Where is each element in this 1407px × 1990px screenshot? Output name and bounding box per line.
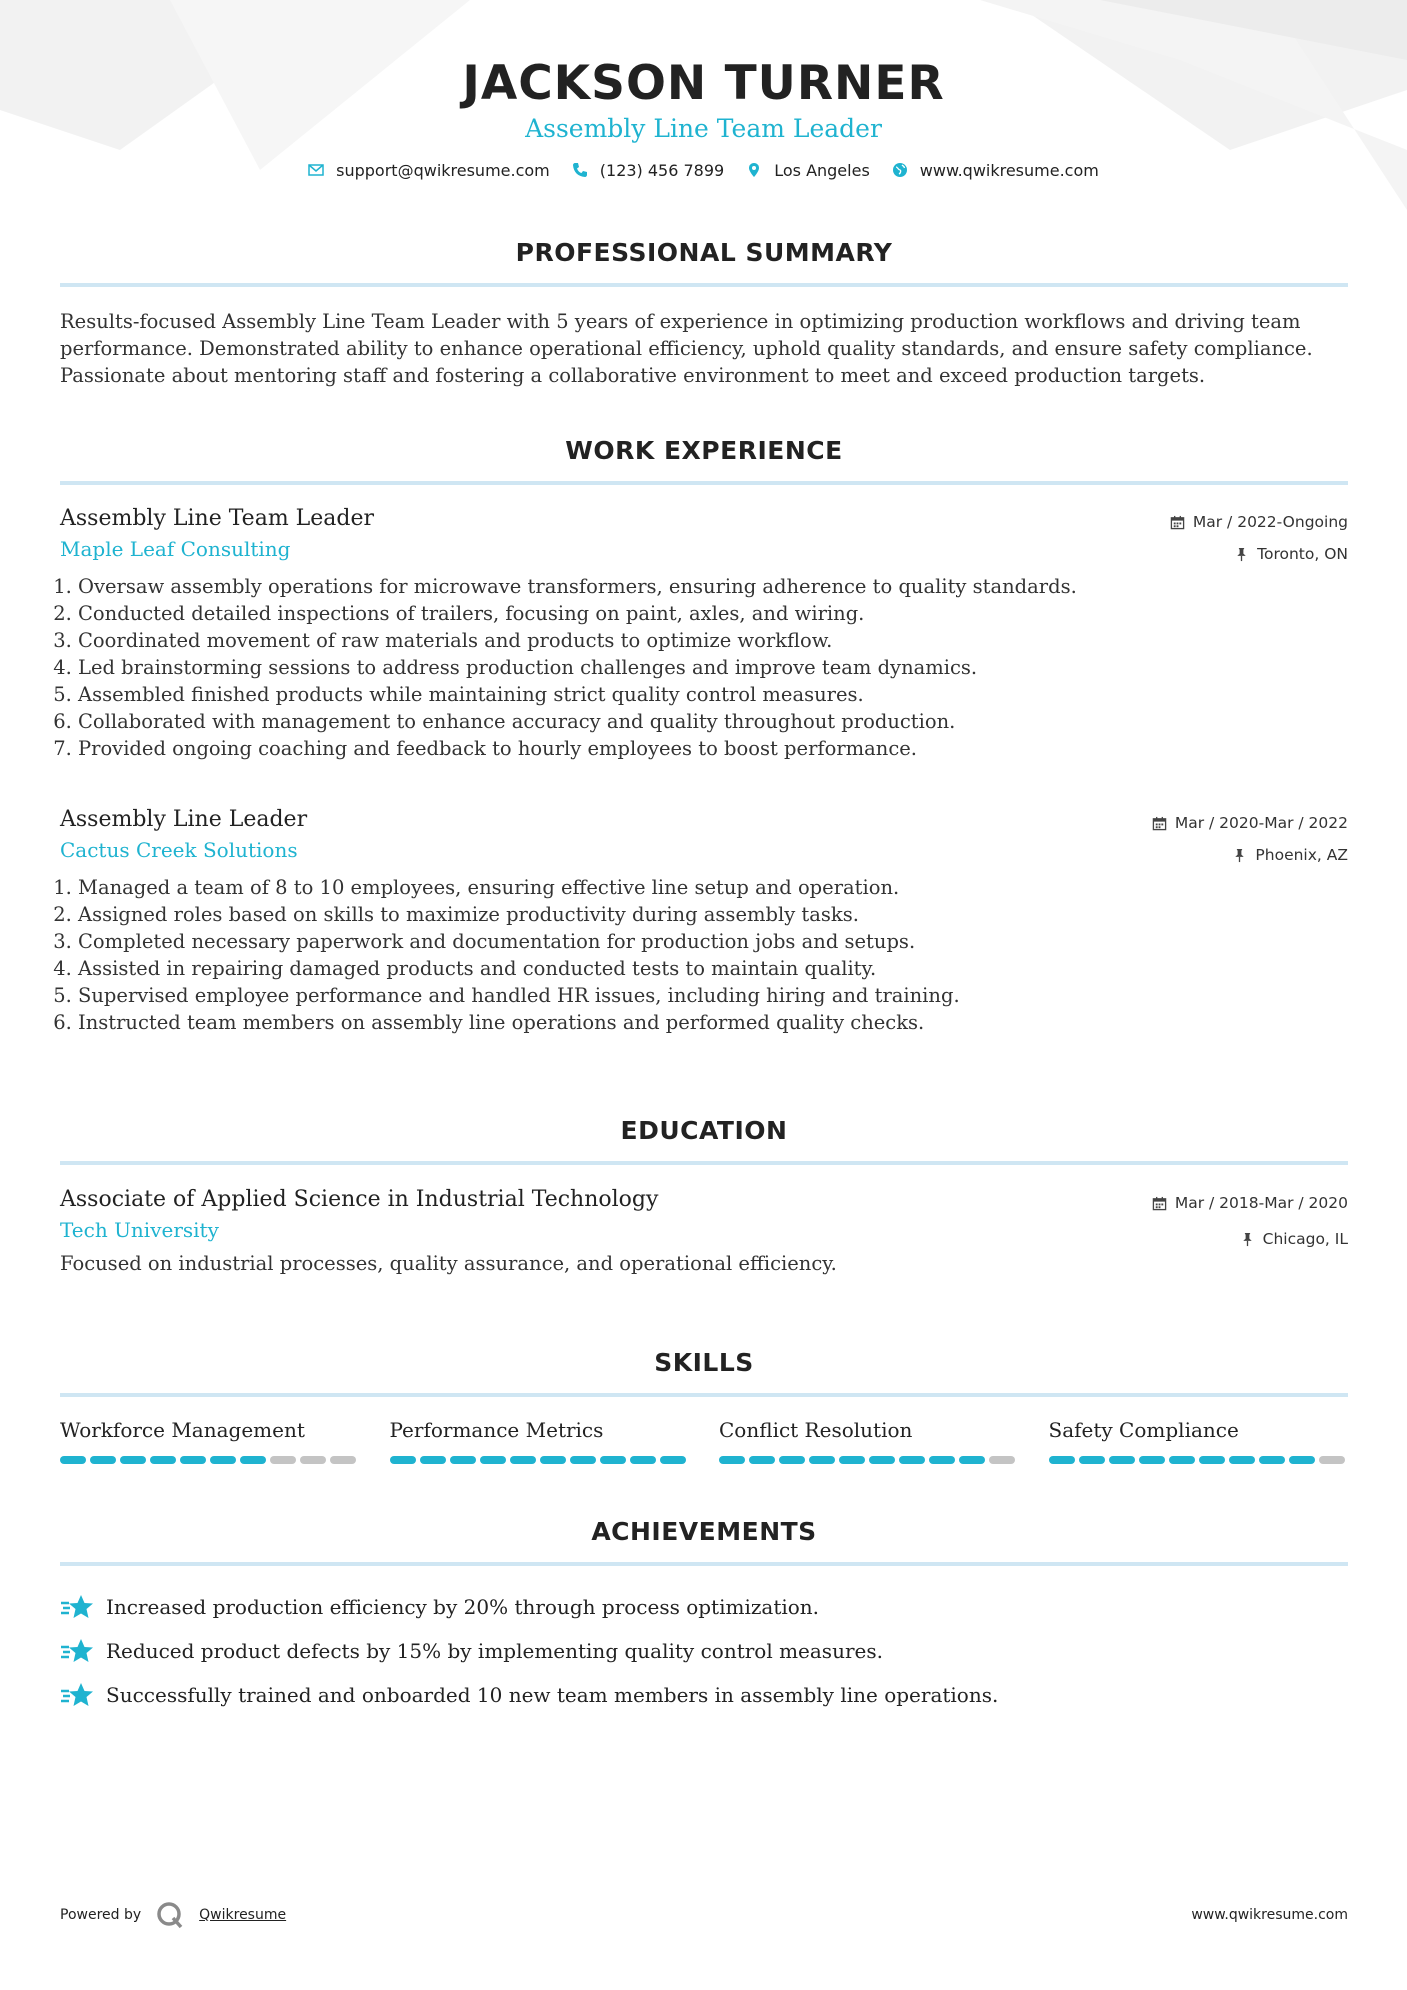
job-company: Maple Leaf Consulting <box>60 537 291 561</box>
duty-item: 5. Supervised employee performance and handled HR issues, including hiring and training. <box>78 982 1348 1009</box>
skill-segment-filled <box>1229 1456 1255 1464</box>
education-meta <box>1152 1187 1348 1259</box>
duty-item: 1. Oversaw assembly operations for microwave transformers, ensuring adherence to quality standards. <box>78 573 1348 600</box>
page-footer <box>60 1900 1348 1930</box>
education-location: Chicago, IL <box>1262 1230 1348 1248</box>
powered-by-label: Powered by <box>60 1907 142 1923</box>
school-name: Tech University <box>60 1218 219 1242</box>
map-pin-icon <box>746 162 762 178</box>
contact-website[interactable] <box>892 161 1099 180</box>
skill-segment-filled <box>510 1456 536 1464</box>
powered-by <box>60 1900 286 1930</box>
skill-segment-filled <box>480 1456 506 1464</box>
education-date: Mar / 2018-Mar / 2020 <box>1174 1194 1348 1212</box>
duty-item: 2. Conducted detailed inspections of trailers, focusing on paint, axles, and wiring. <box>78 600 1348 627</box>
duty-item: 2. Assigned roles based on skills to maximize productivity during assembly tasks. <box>78 901 1348 928</box>
skill-segment-filled <box>1079 1456 1105 1464</box>
globe-icon <box>892 162 908 178</box>
education-location-row <box>1152 1219 1348 1259</box>
shooting-star-icon <box>60 1680 94 1710</box>
contact-location <box>746 161 870 180</box>
pushpin-icon <box>1240 1232 1255 1247</box>
skill-segment-filled <box>60 1456 86 1464</box>
email-text: support@qwikresume.com <box>336 160 550 180</box>
skill-segment-filled <box>1199 1456 1225 1464</box>
duty-item: 5. Assembled finished products while maintaining strict quality control measures. <box>78 681 1348 708</box>
skill-name: Workforce Management <box>60 1418 305 1442</box>
skill-segment-filled <box>450 1456 476 1464</box>
skill-name: Safety Compliance <box>1048 1418 1239 1442</box>
duty-item: 6. Instructed team members on assembly line operations and performed quality checks. <box>78 1009 1348 1036</box>
skill-segment-empty <box>989 1456 1015 1464</box>
job-location: Phoenix, AZ <box>1255 846 1348 864</box>
skill-segment-empty <box>270 1456 296 1464</box>
job-location-row <box>1170 538 1348 570</box>
education-date-row <box>1152 1187 1348 1219</box>
education-divider <box>60 1161 1348 1165</box>
skill-item <box>390 1418 690 1464</box>
skill-segment-filled <box>570 1456 596 1464</box>
duty-item: 3. Completed necessary paperwork and documentation for production jobs and setups. <box>78 928 1348 955</box>
duty-item: 4. Led brainstorming sessions to address production challenges and improve team dynamics. <box>78 654 1348 681</box>
skill-segment-filled <box>660 1456 686 1464</box>
summary-divider <box>60 283 1348 287</box>
pushpin-icon <box>1232 848 1247 863</box>
skill-segment-filled <box>90 1456 116 1464</box>
achievement-text: Increased production efficiency by 20% through process optimization. <box>106 1595 820 1619</box>
skill-segment-filled <box>540 1456 566 1464</box>
education-description: Focused on industrial processes, quality assurance, and operational efficiency. <box>60 1252 837 1275</box>
skill-item <box>719 1418 1019 1464</box>
skill-level-bar <box>719 1456 1019 1464</box>
skill-segment-filled <box>1259 1456 1285 1464</box>
skill-segment-filled <box>180 1456 206 1464</box>
pushpin-icon <box>1234 547 1249 562</box>
job-location: Toronto, ON <box>1257 545 1348 563</box>
skill-segment-filled <box>749 1456 775 1464</box>
calendar-icon <box>1170 515 1185 530</box>
shooting-star-icon <box>60 1592 94 1622</box>
job-entry <box>60 506 1348 762</box>
skill-segment-empty <box>330 1456 356 1464</box>
skill-segment-filled <box>390 1456 416 1464</box>
candidate-role: Assembly Line Team Leader <box>525 113 882 143</box>
skill-item <box>1049 1418 1349 1464</box>
shooting-star-icon <box>60 1636 94 1666</box>
duty-item: 6. Collaborated with management to enhance accuracy and quality throughout production. <box>78 708 1348 735</box>
degree-title: Associate of Applied Science in Industrial Technology <box>60 1187 659 1212</box>
skill-segment-filled <box>150 1456 176 1464</box>
skill-segment-filled <box>1049 1456 1075 1464</box>
achievements-list <box>60 1585 1348 1717</box>
skill-segment-filled <box>120 1456 146 1464</box>
skill-segment-empty <box>300 1456 326 1464</box>
calendar-icon <box>1152 816 1167 831</box>
skill-segment-filled <box>1139 1456 1165 1464</box>
footer-website[interactable]: www.qwikresume.com <box>1191 1907 1348 1923</box>
achievement-text: Reduced product defects by 15% by implementing quality control measures. <box>106 1639 883 1663</box>
achievements-divider <box>60 1562 1348 1566</box>
contact-bar <box>0 161 1407 180</box>
skill-segment-empty <box>1319 1456 1345 1464</box>
duty-item: 7. Provided ongoing coaching and feedback to hourly employees to boost performance. <box>78 735 1348 762</box>
achievements-section-title: ACHIEVEMENTS <box>591 1517 817 1546</box>
skills-section-title: SKILLS <box>654 1348 754 1377</box>
duty-item: 1. Managed a team of 8 to 10 employees, ensuring effective line setup and operation. <box>78 874 1348 901</box>
job-date: Mar / 2020-Mar / 2022 <box>1174 814 1348 832</box>
job-date: Mar / 2022-Ongoing <box>1192 513 1348 531</box>
job-company: Cactus Creek Solutions <box>60 838 298 862</box>
skill-segment-filled <box>959 1456 985 1464</box>
job-duties <box>60 874 1348 1036</box>
skill-level-bar <box>60 1456 360 1464</box>
skill-segment-filled <box>839 1456 865 1464</box>
skills-divider <box>60 1393 1348 1397</box>
job-date-row <box>1170 506 1348 538</box>
skill-segment-filled <box>899 1456 925 1464</box>
job-duties <box>60 573 1348 762</box>
skill-segment-filled <box>1289 1456 1315 1464</box>
education-section-title: EDUCATION <box>620 1116 788 1145</box>
skill-segment-filled <box>779 1456 805 1464</box>
location-text: Los Angeles <box>774 160 870 180</box>
skill-segment-filled <box>929 1456 955 1464</box>
skill-level-bar <box>1049 1456 1349 1464</box>
job-date-row <box>1152 807 1348 839</box>
skill-name: Conflict Resolution <box>719 1418 913 1442</box>
phone-text: (123) 456 7899 <box>599 160 725 180</box>
skill-segment-filled <box>719 1456 745 1464</box>
website-text: www.qwikresume.com <box>919 160 1099 180</box>
experience-section-title: WORK EXPERIENCE <box>565 436 843 465</box>
education-entry <box>60 1187 1348 1275</box>
achievement-item <box>60 1673 1348 1717</box>
brand-link[interactable]: Qwikresume <box>199 1907 287 1923</box>
skill-name: Performance Metrics <box>389 1418 604 1442</box>
job-meta <box>1152 807 1348 871</box>
job-location-row <box>1152 839 1348 871</box>
resume-header <box>0 58 1407 180</box>
candidate-name: JACKSON TURNER <box>462 56 945 111</box>
duty-item: 3. Coordinated movement of raw materials and products to optimize workflow. <box>78 627 1348 654</box>
summary-text: Results-focused Assembly Line Team Leader with 5 years of experience in optimizing production workflows and driving team performance. Demonstrated ability to enhance operational efficiency, uphold quality standards, and ensure safety compliance. Passionate about mentoring staff and fostering a collaborative environment to meet and exceed production targets. <box>60 310 1313 387</box>
calendar-icon <box>1152 1196 1167 1211</box>
phone-icon <box>572 162 588 178</box>
contact-email[interactable] <box>308 161 550 180</box>
job-title: Assembly Line Leader <box>60 807 308 832</box>
skill-segment-filled <box>210 1456 236 1464</box>
achievement-item <box>60 1629 1348 1673</box>
skill-segment-filled <box>1109 1456 1135 1464</box>
summary-section-title: PROFESSIONAL SUMMARY <box>515 238 893 267</box>
qwikresume-logo-icon <box>155 1900 185 1930</box>
envelope-icon <box>308 162 324 178</box>
skill-segment-filled <box>600 1456 626 1464</box>
experience-divider <box>60 481 1348 485</box>
skill-segment-filled <box>630 1456 656 1464</box>
skill-segment-filled <box>240 1456 266 1464</box>
skill-item <box>60 1418 360 1464</box>
achievement-text: Successfully trained and onboarded 10 new team members in assembly line operations. <box>106 1683 999 1707</box>
skill-segment-filled <box>869 1456 895 1464</box>
skill-level-bar <box>390 1456 690 1464</box>
duty-item: 4. Assisted in repairing damaged products and conducted tests to maintain quality. <box>78 955 1348 982</box>
job-meta <box>1170 506 1348 570</box>
achievement-item <box>60 1585 1348 1629</box>
skill-segment-filled <box>809 1456 835 1464</box>
skills-list <box>60 1418 1348 1464</box>
job-entry <box>60 807 1348 1036</box>
contact-phone[interactable] <box>572 161 724 180</box>
job-title: Assembly Line Team Leader <box>60 506 375 531</box>
skill-segment-filled <box>420 1456 446 1464</box>
skill-segment-filled <box>1169 1456 1195 1464</box>
